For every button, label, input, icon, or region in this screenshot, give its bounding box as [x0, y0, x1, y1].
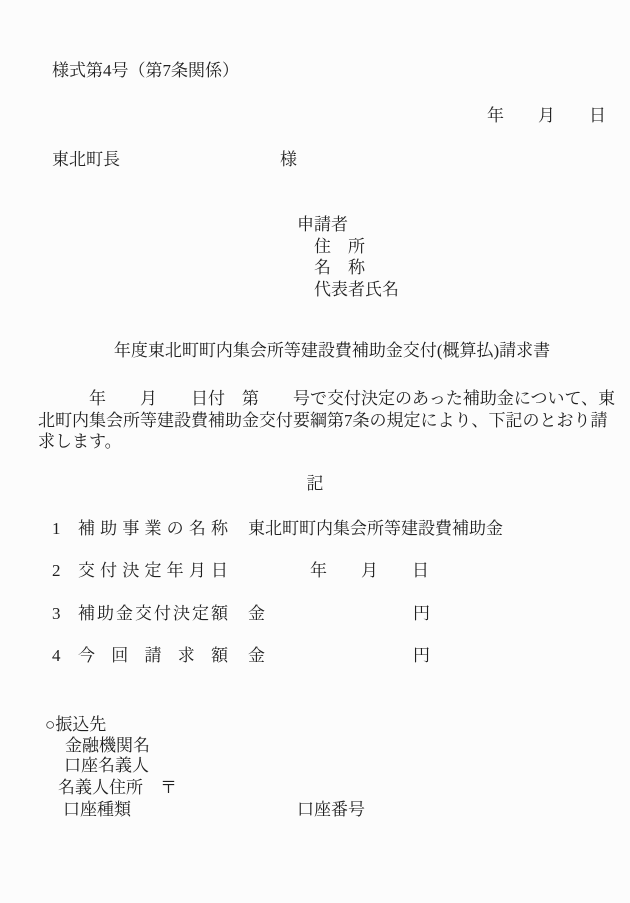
transfer-holder-address-label: 名義人住所 〒 — [58, 778, 177, 797]
transfer-account-holder-label: 口座名義人 — [64, 756, 149, 775]
applicant-address-label: 住 所 — [314, 237, 365, 256]
item-row-decided-amount — [0, 603, 630, 627]
item-number: 2 — [52, 561, 61, 580]
item-amount-prefix-yen: 金 — [248, 646, 265, 665]
body-line-2: 北町内集会所等建設費補助金交付要綱第7条の規定により、下記のとおり請 — [38, 410, 608, 430]
item-amount-prefix-yen: 金 — [248, 604, 265, 623]
item-label-decision-date: 交付決定年月日 — [78, 561, 228, 580]
applicant-heading: 申請者 — [297, 215, 348, 234]
body-line-1: 年 月 日付 第 号で交付決定のあった補助金について、東 — [38, 389, 616, 408]
record-marker: 記 — [306, 474, 324, 493]
document-title: 年度東北町町内集会所等建設費補助金交付(概算払)請求書 — [79, 341, 551, 360]
item-value-decision-date: 年 月 日 — [310, 561, 429, 580]
form-number: 様式第4号（第7条関係） — [52, 61, 239, 80]
item-amount-suffix-yen: 円 — [413, 604, 430, 623]
item-row-project-name — [0, 518, 630, 542]
transfer-bank-label: 金融機関名 — [65, 736, 150, 755]
transfer-account-number-label: 口座番号 — [297, 800, 365, 819]
item-number: 1 — [52, 519, 61, 538]
item-label-requested-amount: 今回請求額 — [78, 646, 228, 665]
addressee-honorific: 様 — [280, 150, 297, 169]
body-paragraph — [38, 388, 616, 453]
date-line: 年 月 日 — [487, 106, 606, 125]
item-label-decided-amount: 補助金交付決定額 — [78, 604, 228, 623]
transfer-heading: ○振込先 — [45, 715, 107, 734]
item-label-project-name: 補助事業の名称 — [78, 519, 228, 538]
item-amount-suffix-yen: 円 — [413, 646, 430, 665]
transfer-account-type-label: 口座種類 — [63, 800, 131, 819]
item-value-project-name: 東北町町内集会所等建設費補助金 — [248, 519, 503, 538]
applicant-name-label: 名 称 — [314, 258, 365, 277]
applicant-representative-label: 代表者氏名 — [314, 280, 399, 299]
item-number: 4 — [52, 646, 61, 665]
item-row-requested-amount — [0, 645, 630, 669]
item-row-decision-date — [0, 560, 630, 584]
addressee-name: 東北町長 — [52, 150, 120, 169]
body-line-3: 求します。 — [38, 432, 122, 451]
item-number: 3 — [52, 604, 61, 623]
